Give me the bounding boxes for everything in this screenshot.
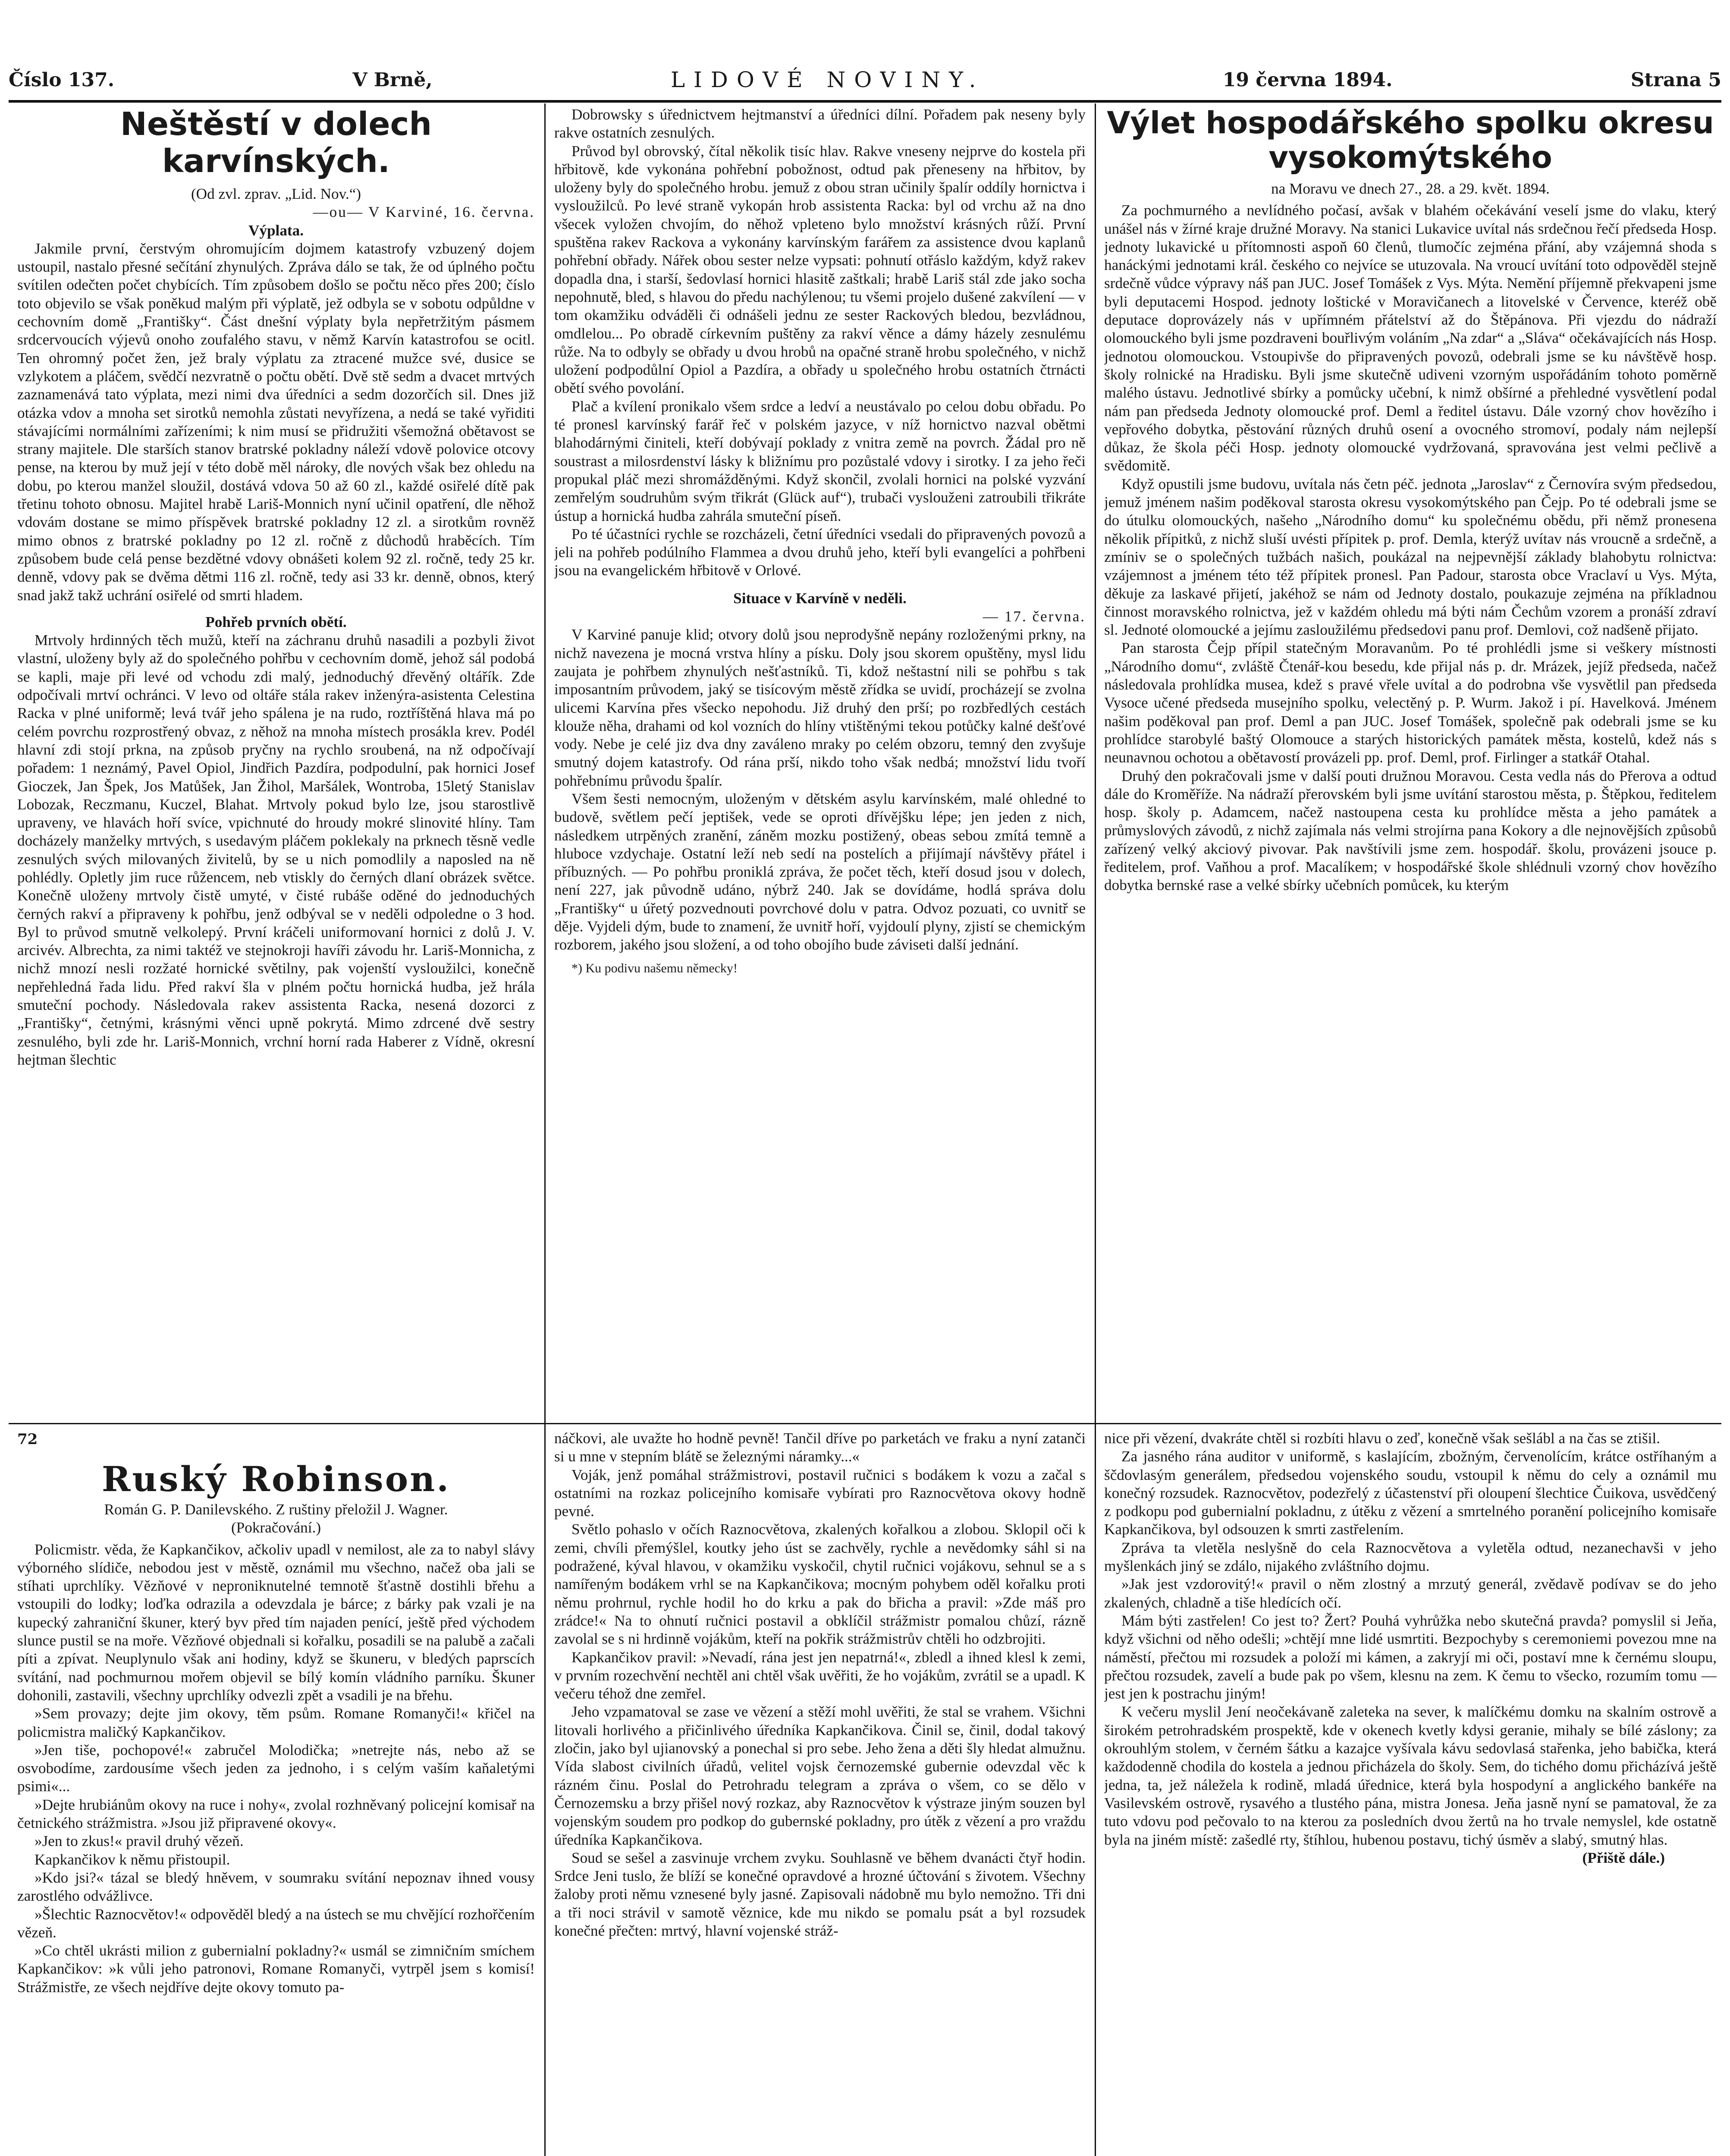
novel-paragraph: »Co chtěl ukrásti milion z gubernialní pokladny?« usmál se zimničním smíchem Kapkančikov: »k vůli jeho patronovi, Romane Romanyči, vytrpěl jsem s komisí! Strážmistře, ze všech nejdříve dejte okovy tomuto pa- [17,1942,535,1996]
novel-paragraph: Policmistr. věda, že Kapkančikov, ačkoliv upadl v nemilost, ale za to nabyl slávy výborného slídiče, nebodou jest v městě, oznámil mu všechno, načež oba jali se stíhati uprchlíky. Vězňové v neproniknutelné temnotě šťastně dostihli břehu a vstoupili do lodky; loďka odrazila a odevzdala je bárce; z bárky pak vzali je na kupecký zahraniční škuner, který byv před tím najaden penící, ještě před východem slunce pustil se na moře. Vězňové objednali si kořalku, posadili se na palubě a začali píti a zpívat. Neuplynulo však ani hodiny, když se škuneru, v bledých paprscích svítání, nad pochmurnou mořem objevil se bílý komín vládního parníku. Škuner dohonili, zastavili, všechny uprchlíky odvezli zpět a vsadili je na břehu. [17,1541,535,1704]
article-dateline: —ou— V Karviné, 16. června. [313,204,535,221]
novel-paragraph: Mám býti zastřelen! Co jest to? Žert? Pouhá vyhrůžka nebo skutečná pravda? pomyslil si Jeňa, když všichni od něho odešli; »chtějí mne lidé usmrtiti. Bezpochyby s ceremoniemi povezou mne na náměstí, přečtou mi rozsudek a položí mi kámen, a zakryjí mi oči, postaví mne k černému sloupu, přečtou rozsudek, zavelí a bude pak po všem, klesnu na zem. K čemu to všecko, rozumím tomu — jest jen k postrachu jiným! [1104,1612,1717,1702]
page-number: Strana 5 [1630,69,1721,91]
novel-paragraph: Zpráva ta vletěla neslyšně do cela Raznocvětova a vyletěla odtud, nezanechavši v jeho myšlenkách jiný se zdálo, nijakého zvláštního dojmu. [1104,1539,1717,1575]
article-paragraph: Plač a kvílení pronikalo všem srdce a ledví a neustávalo po celou dobu obřadu. Po té pronesl karvínský farář řeč v polském jazyce, v níž hornictvo nazval obětmi blahodárnými činiteli, kteří dobývají poklady z vnitra země na povrch. Žádal pro ně soustrast a milosrdenství lásky k bližnímu pro pozůstalé vdovy i sirotky. I za jeho řeči propukal pláč mezi shromážděnými. Když skončil, zvolali hornici na polské vyzvání zemřelým soudruhům svým třikrát (Glück auf“), trubači vyslouženi zatroubili třikráte ústup a hornická hudba zahrála smuteční píseň. [554,398,1086,524]
novel-paragraph: »Jak jest vzdorovitý!« pravil o něm zlostný a mrzutý generál, zvědavě podívav se do jeho zkalených, chladně a tiše hledících očí. [1104,1576,1717,1611]
feuilleton-number: 72 [17,1431,38,1448]
novel-paragraph: Kapkančikov k němu přistoupil. [35,1851,230,1868]
footnote: *) Ku podivu našemu německy! [571,961,738,975]
article-paragraph: Když opustili jsme budovu, uvítala nás četn péč. jednota „Jaroslav“ z Černovíra svým předsedou, jemuž jménem našim poděkoval starosta okresu vysokomýtského pan Čejp. Po té odebrali jsme se do útulku olomouckých, našeho „Národního domu“ ku společnému obědu, při němž pronesena několik přípitků, z nichž sluší uvésti přípitek p. prof. Demla, kterýž uvítav nás vroucně a srdečně, a zmíniv se o společných tužbách našich, poukázal na nejpevnější základy blahobytu rolnictva: vzájemnost a jménem této též přípitek pronesl. Pan Padour, starosta obce Vraclaví u Vys. Mýta, děkuje za laskavé přijetí, jakéhož se nám od Jednoty dostalo, poukazuje zejména na příkladnou činnost moravského rolnictva, jež v každém ohledu má býti nám Čechům vzorem a pronáší zdraví sl. Jednoté olomoucké a jejímu zasloužilému předsedovi panu prof. Demlovi, což nadšeně přijato. [1104,475,1717,639]
novel-paragraph: »Kdo jsi?« tázal se bledý hněvem, v soumraku svítání nepoznav ihned vousy zarostlého odvážlivce. [17,1869,535,1905]
novel-paragraph: nice při vězení, dvakráte chtěl si rozbíti hlavu o zeď, konečně však sešlábl a na čas se ztišil. [1104,1430,1661,1447]
feuilleton-rule [9,1423,1721,1424]
novel-column-2 [554,1429,1086,2156]
novel-column-3 [1104,1429,1717,2156]
to-be-continued: (Přiště dále.) [1582,1849,1665,1866]
paper-title: LIDOVÉ NOVINY. [670,67,985,92]
issue-number: Číslo 137. [9,69,115,91]
article-paragraph: Po té účastníci rychle se rozcházeli, četní úředníci vsedali do připravených povozů a jeli na pohřeb podúlního Flammea a dvou druhů jeho, kteří byli evangelíci a pohřbeni jsou na evangelickém hřbitově v Orlové. [554,525,1086,579]
article-karvina-continued [554,106,1086,1419]
novel-byline: Román G. P. Danilevského. Z ruštiny přeložil J. Wagner. [104,1501,448,1518]
article-paragraph: Mrtvoly hrdinných těch mužů, kteří na záchranu druhů nasadili a pozbyli život vlastní, uloženy byly až do společného pohřbu v cechovním domě, jehož sál podobá se kapli, maje při levé od vchodu zdi malý, jednoduchý dřevěný oltářík. Zde odpočívali mrtví ochránci. V levo od oltáře stála rakev inženýra-asistenta Celestina Racka v plné uniformě; levá tvář jeho spálena je na rudo, roztříštěná hlava má po celém povrchu rozprostřený obvaz, z něhož na mnoha místech prosákla krev. Podél hlavní zdi stojí prkna, na způsob pryčny na rychlo sroubená, na nž odpočívají pořadem: 1 neznámý, Pavel Opiol, Jindřich Pazdíra, podpodulní, pak hornici Josef Gioczek, Jan Špek, Jos Matůšek, Jan Žihol, Maršálek, Wontroba, 15letý Stanislav Lobozak, Reczmanu, Kuczel, Blahat. Mrtvoly pokud bylo lze, jsou starostlivě upraveny, ve hlavách hoří svíce, vpichnuté do hroudy mokré slinovité hlíny. Tam docházely manželky mrtvých, s usedavým pláčem poklekaly na prknech těsně vedle zesnulých svých milovaných živitelů, by se u nich pomodlily a naposled na ně pohlédly. Opletly jim ruce růžencem, neb vtiskly do černých dlaní obrázek světce. Konečně uloženy mrtvoly čistě umyté, v čisté rubáše oděné do jednoduchých černých rakví a připraveny k pohřbu, jenž odbýval se v neděli odpoledne o 3 hod. Byl to průvod smutně velkolepý. První kráčeli uniformovaní hornici z dolů J. V. arcivév. Albrechta, za nimi taktéž ve stejnokroji havíři závodu hr. Lariš-Monnicha, z nichž mnozí nesli rozžaté hornické světilny, pak vojenští vysloužilci, konečně nepřehledná řada lidu. Před rakví šla v plném počtu hornická hudba, jež hrála smuteční pochody. Následovala rakev assistenta Racka, nesená dozorci z „Františky“, četnými, krásnými věnci upně pokrytá. Mimo zdrcené dvě sestry zesnulého, byli zde hr. Lariš-Monnich, vrchní horní rada Haberer z Vídně, okresní hejtman šlechtic [17,632,535,1068]
article-paragraph: Dobrowsky s úřednictvem hejtmanství a úředníci dílní. Pořadem pak neseny byly rakve ostatních zesnulých. [554,106,1086,141]
article-vylet [1104,106,1717,1419]
article-byline: (Od zvl. zprav. „Lid. Nov.“) [191,185,361,202]
novel-paragraph: náčkovi, ale uvažte ho hodně pevně! Tančil dříve po parketách ve fraku a nyní zatanči si u mne v stepním blátě se železnými náramky...« [554,1430,1086,1465]
novel-paragraph: K večeru myslil Jení neočekávaně zaleteka na sever, k malíčkému domku na skalním ostrově a širokém petrohradském prospektě, kde v okenech kvetly kdysi geranie, mihaly se bílé záslony; za okrouhlým stolem, v černém šátku a kazajce vyšívala kávu sedovlasá stařenka, jeho babička, která každodenně chodila do kostela a jednou přicházela do školy. Sem, do tichého domu přicházívá ještě jedna, ta, jež náležela k rodině, mladá úřednice, která byla hospodyní a anglického bankéře na Vasilevském ostrově, rysavého a tlustého pána, mistra Jonesa. Jeňa jasně nyní se pamatoval, že za tuto vdovu pod pečovalo to na kterou za posledních dvou žertů na ho trvale nemyslel, kde ostatně byla na jiném místě: zašedlé rty, štíhlou, hubenou postavu, tichý úsměv a slabý, smutný hlas. [1104,1703,1717,1848]
article-paragraph: Jakmile první, čerstvým ohromujícím dojmem katastrofy vzbuzený dojem ustoupil, nastalo přesné sečítání zhynulých. Zpráva dálo se tak, že od úplného počtu svítilen odečten počet chybících. Tím způsobem došlo se počtu něco přes 200; číslo toto objevilo se však poněkud malým při výplatě, jež odbyla se v sobotu odpůldne v cechovním domě „Františky“. Část dnešní výplaty byla nepřetržitým pásmem srdcervoucích výjevů onoho zoufalého stavu, v němž Karvín katastrofou se ocitl. Ten ohromný počet žen, jež braly výplatu za ztracené mužce své, dusice se vzlykotem a pláčem, svědčí nezvratně o počtu obětí. Dvě stě sedm a dvacet mrtvých zaznamenává tato výplata, mezi nimi dva úředníci a sedm dozorčích sil. Dnes již otázka vdov a mnoha set sirotků nemohla zůstati nevyřízena, a nedá se také vyřiditi stávajícími normálními zařízeními; k nim musí se přidružiti všemožná obětavost se strany majitele. Dle starších stanov bratrské pokladny náleží vdově polovice otcovy pense, na kterou by muž její v této době měl nároky, dle nových však bez ohledu na dobu, po kterou manžel sloužil, dostává vdova 50 až 60 zl., každé osiřelé dítě pak třetinu tohoto obnosu. Majitel hrabě Lariš-Monnich nyní učinil opatření, dle něhož vdovám dostane se mimo příspěvek bratrské pokladny 12 zl. a sirotkům rovněž mimo obnos z bratrské pokladny po 12 zl. ročně z důchodů hraběcích. Tím způsobem bude celá pense bezdětné vdovy obnášeti kolem 92 zl. ročně, tedy 25 kr. denně, vdovy pak se dvěma dětmi 116 zl. ročně, tedy asi 33 kr. denně, obnos, který snad jakž takž uchrání osiřelé od smrti hladem. [17,240,535,604]
novel-paragraph: »Sem provazy; dejte jim okovy, těm psům. Romane Romanyči!« křičel na policmistra maličký Kapkančikov. [17,1705,535,1740]
article-paragraph: Průvod byl obrovský, čítal několik tisíc hlav. Rakve vneseny nejprve do kostela při hřbitově, kde vykonána pohřební pobožnost, odtud pak přeneseny na hřbitov, by uloženy byly do společného hrobu. jemuž z obou stran učinily špalír oddíly hornictva i vysloužilců. Po levé straně vykopán hrob assistenta Racka: byl od vrchu až na dno všecek vyložen chvojím, do něhož vpleteno bylo množství krásných růží. První spuštěna rakev Rackova a vykonány karvínským farářem za assistence dvou kaplanů pohřební obřady. Nářek obou sester nelze vypsati: pohnutí otřáslo každým, když rakev dopadla dna, i starší, šedovlasí hornici hlasitě zaštkali; hrabě Lariš stál zde jako socha nepohnutě, bled, s hlavou do předu nachýlenou; tu všemi projelo dušené zakvílení — v tom okamžiku odváděli či odnášeli jednu ze sester Rackových bledou, bezvládnou, omdlelou... Po obradě církevním puštěny za rakví věnce a dámy házely zesnulému růže. Na to odbyly se obřady u dvou hrobů na opačné straně hrobu společného, v nichž uložení podpodůlní Opiol a Pazdíra, a obřady u společného hrobu ostatních čtrnácti obětí svého povolání. [554,142,1086,397]
novel-title: Ruský Robinson. [101,1459,451,1499]
novel-paragraph: Za jasného rána auditor v uniformě, s kaslajícím, zbožným, červenolícím, krátce ostříhaným a ščdovlasým generálem, předsedou vojenského soudu, vstoupil k němu do cely a oznámil mu konečný rozsudek. Raznocvětov, podezřelý z účastenství při oloupení šlechtice Čuikova, usvědčený z podkopu pod gubernialní pokladnu, z útěku z vězení a smrtelného poranění policejního komisaře Kapkančikova, byl odsouzen k smrti zastřelením. [1104,1448,1717,1538]
novel-paragraph: »Jen tiše, pochopové!« zabručel Molodička; »netrejte nás, nebo až se osvobodíme, zardousíme všech jeden za jednoho, i s celým vaším kaňaletými psimi«... [17,1741,535,1795]
novel-paragraph: Soud se sešel a zasvinuje vrchem zvyku. Souhlasně ve během dvanácti čtyř hodin. Srdce Jeni tuslo, že blíží se konečné opravdové a hrozné účtování s životem. Všechny žaloby proti němu vznesené byly jasné. Zapisovali nádobně mu bylo nemožno. Tři dni a tři noci strávil v samotě věznice, kde mu nikdo se pomalu psát a byl rozsudek konečné přečten: mrtvý, hlavní vojenské stráž- [554,1849,1086,1940]
novel-continuation: (Pokračování.) [231,1519,321,1536]
article-byline: na Moravu ve dnech 27., 28. a 29. květ. 1894. [1271,180,1550,197]
article-title: Neštěstí v dolech karvínských. [120,106,432,180]
section-heading-vyplata: Výplata. [248,222,304,239]
section-dateline: — 17. června. [983,608,1086,625]
city: V Brně, [352,69,433,91]
section-heading-situace: Situace v Karvíně v neděli. [733,589,907,607]
article-paragraph: Druhý den pokračovali jsme v další pouti družnou Moravou. Cesta vedla nás do Přerova a odtud dále do Kroměříže. Na nádraží přerovském byli jsme uvítání starostou města, p. Štěpkou, ředitelem hosp. školy p. Adamcem, načež nastoupena cesta ku prohlídce města a jeho památek a průmyslových závodů, z nichž zajímala nás velmi strojírna pana Kokory a dle nejnovějších způsobů zařízený velký akciový pivovar. Pak navštívili jsme zem. hospodář. školu, provázeni jsouce p. ředitelem, prof. Vaňhou a prof. Macalíkem; v hospodářské škole shlédnuli vzorný chov hovězího dobytka bernské rase a velké sbírky učebních pomůcek, ku kterým [1104,767,1717,894]
article-title: Výlet hospodářského spolku okresu vysokomýtského [1107,106,1714,175]
novel-paragraph: »Šlechtic Raznocvětov!« odpověděl bledý a na ústech se mu chvějící rozhořčením vězeň. [17,1905,535,1941]
article-paragraph: Pan starosta Čejp přípil statečným Moravanům. Po té prohlédli jsme si veškery místnosti „Národního domu“, zvláště Čtenář-kou besedu, kde přijal nás p. dr. Mrázek, jejíž předseda, načež následovala prohlídka musea, kdež s pravé vřele uvítal a do podrobna vše vysvětlil pan předseda Vysoce učené předseda musejního spolku, velectěný p. P. Wurm. Jakož i pí. Havelková. Jménem našim poděkoval pan prof. Deml a pan JUC. Josef Tomášek, společně pak odebrali jsme se ku prohlídce starobylé baštý Olomouce a starých historických památek města, kostelů, kdež nás s neunavnou ochotou a obětavostí provázeli pp. prof. Deml, prof. Firlinger a statkář Otahal. [1104,639,1717,766]
novel-paragraph: Jeho vzpamatoval se zase ve vězení a stěží mohl uvěřiti, že stal se vrahem. Všichni litovali horlivého a přičinlivého úředníka Kapkančikova. Činil se, činil, dodal takový zločin, jako byl ujianovský a ponechal si pro sebe. Jeho žena a děti šly hledat almužnu. Vída slabost civilních úřadů, velitel vojsk černozemské gubernie odevzdal věc k rázném činu. Poslal do Petrohradu telegram a zpráva o všem, co se dělo v Černozemsku a brzy přišel nový rozkaz, aby Raznocvětov k výstraze jiným souzen byl vojenským soudem pro podkop do gubernské pokladny, pro útěk z vězení a pro vraždu úředníka Kapkančikova. [554,1703,1086,1848]
article-karvina [17,106,535,1419]
column-rule-1 [544,103,546,2156]
novel-paragraph: »Jen to zkus!« pravil druhý vězeň. [35,1833,244,1850]
masthead [9,65,1721,95]
article-paragraph: Všem šesti nemocným, uloženým v dětském asylu karvínském, malé ohledné to budově, světlem pečí jeptišek, vede se oproti dřívějšku lépe; jen jeden z nich, následkem utrpěných zranění, záněm mozku postižený, obeas sebou zmítá temně a hluboce vzdychaje. Ostatní leží neb sedí na postelích a přijímají návštěvy přátel i příbuzných. — Po pohřbu proniklá zpráva, že počet těch, kteří dosud jsou v dolech, není 227, jak původně udáno, nýbrž 240. Jak se dovídáme, hodlá správa dolu „Františky“ u úřetý pozvednouti povrchové dolu v patra. Odvoz pozuati, co uvnitř se děje. Vyjdeli dým, bude to znamení, že uvnitř hoří, vyjdoulí plyny, zjistí se chemickým rozborem, jakého jsou složení, a od toho obojího bude záviseti další jednání. [554,790,1086,953]
column-rule-2 [1095,103,1096,2156]
novel-column-1 [17,1457,535,2156]
section-heading-pohreb: Pohřeb prvních obětí. [205,613,347,630]
header-rule [9,100,1721,103]
article-paragraph: Za pochmurného a nevlídného počasí, avšak v blahém očekávání veselí jsme do vlaku, který unášel nás v žírné kraje družné Moravy. Na stanici Lukavice uvítal nás srdečnou řečí předseda Hosp. jednoty lukavické u přítomnosti aspoň 60 členů, tlumočíc zejména přání, aby vzájemná shoda s hanáckými jednotami král. českého co nejvíce se utuzovala. Na vroucí uvítání toto odpověděl stejně srdečně vůdce výpravy náš pan JUC. Josef Tomášek z Vys. Mýta. Nemění příjemně překvapeni jsme byli deputacemi Hospod. jednoty loštické v Moravičanech a litovelské v Července, kteréž obě deputace doprovázely nás v upřímném přátelství až do Štěpánova. Při vjezdu do nádraží olomouckého byli jsme pozdraveni bouřlivým voláním „Na zdar“ a „Sláva“ očekávajících nás Hosp. jednotou olomouckou. Vstoupivše do připravených povozů, odebrali jsme se ku návštěvě hosp. školy rolnické na Hradisku. Byli jsme skutečně udiveni vzorným uspořádáním tohoto poměrně malého ústavu. Jednotlivé sbírky a pomůcky učební, k nimž obšírné a přehledné vysvětlení podal nám pan předseda Jednoty olomoucké prof. Deml a ředitel ústavu. Dále vzorný chov hovězího i vepřového dobytka, pěstování různých druhů osení a ovocného stromoví, podaly nám nejlepší důkaz, že škola péči Hosp. jednoty olomoucké vydržovaná, spravována jest velmi pečlivě a svědomitě. [1104,202,1717,474]
novel-paragraph: Kapkančikov pravil: »Nevadí, rána jest jen nepatrná!«, zbledl a ihned klesl k zemi, v prvním rozechvění nechtěl ani chtěl však uvěřiti, že ho vojákům, zvrátil se a upadl. K večeru téhož dne zemřel. [554,1648,1086,1702]
issue-date: 19 června 1894. [1222,69,1393,91]
novel-paragraph: Světlo pohaslo v očích Raznocvětova, zkalených kořalkou a zlobou. Sklopil oči k zemi, chvíli přemýšlel, koutky jeho úst se zachvěly, rychle a nevědomky sáhl si na podražené, kýval hlavou, v okamžiku vyskočil, chytil ručnici vojákovu, sehnul se a s namířeným bodákem vrhl se na Kapkančikova; mocným pohybem oděl kořalku proti němu prohrnul, rychle hodil ho do krku a pak do břicha a pravil: »Zde máš pro zrádce!« Na to ohnutí ručnici postavil a obklíčil strážmistr pomalou chůzí, rázně zavolal se s ni hrdinně vojákům, kteří na pokřik strážmistrův chtěli ho odzbrojiti. [554,1521,1086,1648]
novel-paragraph: Voják, jenž pomáhal strážmistrovi, postavil ručnici s bodákem k vozu a začal s ostatními na rozkaz policejního komisaře vybírati pro Raznocvětova okovy hodně pevné. [554,1466,1086,1520]
article-paragraph: V Karviné panuje klid; otvory dolů jsou neprodyšně nepány rozloženými prkny, na nichž navezena je mocná vrstva hlíny a písku. Doly jsou skorem opuštěny, mysl lidu zaujata je pohřbem zhynulých nešťastníků. Ti, kdož neštastní nili se pohřbu s tak imposantním průvodem, jaký se tisícovým městě zřídka se uvidí, procházejí se zvolna ulicemi Karvína přes všecko nepohodu. Již druhý den prší; po rozbředlých cestách klouže něha, drahami od kol vozních do hlíny vtištěnými tekou potůčky kalné dešťové vody. Nebe je celé jiz dva dny zaváleno mraky po celém obzoru, temný den zvyšuje smutný dojem katastrofy. Od rána prší, nikdo toho však nedbá; množství lidu tvoří pohřebnímu průvodu špalír. [554,626,1086,789]
novel-paragraph: »Dejte hrubiánům okovy na ruce i nohy«, zvolal rozhněvaný policejní komisař na četnického strážmistra. »Jsou již připravené okovy«. [17,1796,535,1832]
